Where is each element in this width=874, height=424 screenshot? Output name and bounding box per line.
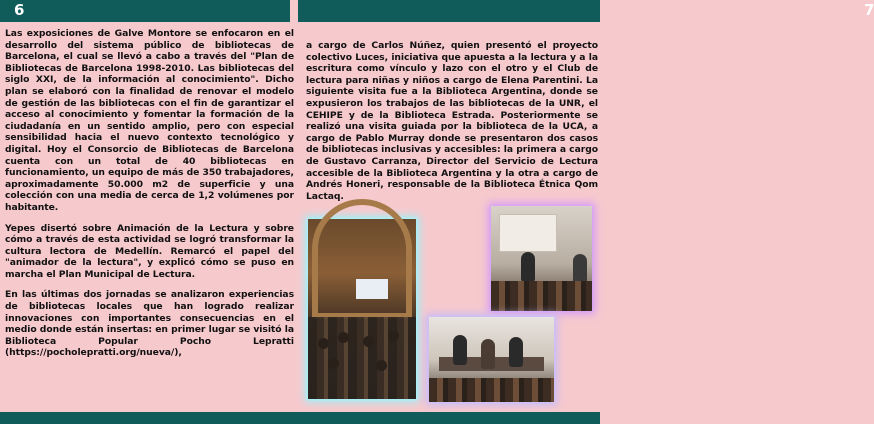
- paragraph-ultimas-jornadas: En las últimas dos jornadas se analizaron experiencias de bibliotecas locales que han logrado realizar innovaciones con importantes consecuencias en el medio donde están insertas: en primer lugar se visitó la Biblioteca Popular Pocho Lepratti (https://pocholepratti.org/nueva/),: [5, 289, 294, 359]
- photo-head: [318, 338, 329, 349]
- photo-head: [328, 358, 339, 369]
- photo-head: [388, 330, 399, 341]
- page-number-right: 7: [864, 1, 874, 19]
- photo-speaker-person: [521, 252, 535, 282]
- photo-head: [376, 360, 387, 371]
- photo-arch: [312, 199, 412, 319]
- header-bar-left: [0, 0, 290, 22]
- left-text-column: [5, 28, 294, 368]
- photo-panelist: [481, 339, 495, 369]
- photo-panelist: [509, 337, 523, 367]
- photo-projection: [499, 214, 557, 252]
- photo-projection-screen: [356, 279, 388, 299]
- photo-audience: [491, 281, 592, 311]
- right-text-column: [306, 40, 598, 202]
- photo-speaker-presentation: [491, 206, 592, 311]
- paragraph-galve-montore: Las exposiciones de Galve Montore se enfocaron en el desarrollo del sistema público de bibliotecas de Barcelona, el cual se llevó a cabo a través del "Plan de Bibliotecas de Barcelona 1998-2010. Las bibliotecas del siglo XXI, de la información al conocimiento". Dicho plan se elaboró con la finalidad de renovar el modelo de gestión de las bibliotecas con el fin de garantizar el acceso al conocimiento y fomentar la formación de la ciudadanía en un sentido amplio, pero con especial sensibilidad hacia el nuevo contexto tecnológico y digital. Hoy el Consorcio de Bibliotecas de Barcelona cuenta con un total de 40 bibliotecas en funcionamiento, un equipo de más de 350 trabajadores, aproximadamente 50.000 m2 de superficie y una colección con una media de cerca de 1,2 volúmenes por habitante.: [5, 28, 294, 213]
- photo-panel-discussion: [429, 317, 554, 402]
- paragraph-yepes: Yepes disertó sobre Animación de la Lectura y sobre cómo a través de esta actividad se logró transformar la cultura lectora de Medellín. Remarcó el papel del "animador de la lectura", y explicó cómo se puso en marcha el Plan Municipal de Lectura.: [5, 222, 294, 280]
- photo-library-audience: [308, 219, 416, 399]
- photo-panelist: [453, 335, 467, 365]
- page-number-left: 6: [14, 1, 25, 19]
- photo-head: [338, 332, 349, 343]
- footer-bar: [0, 412, 600, 424]
- photo-head: [363, 336, 374, 347]
- photo-panel-audience: [429, 378, 554, 402]
- header-bar-right: [298, 0, 874, 22]
- photo-standing-person: [573, 254, 587, 284]
- paragraph-continuation: a cargo de Carlos Núñez, quien presentó el proyecto colectivo Luces, iniciativa que apuesta a la lectura y a la escritura como vínculo y lazo con el otro y el Club de lectura para niñas y niños a cargo de Elena Parentini. La siguiente visita fue a la Biblioteca Argentina, donde se expusieron los trabajos de las bibliotecas de la UNR, el CEHIPE y de la Biblioteca Estrada. Posteriormente se realizó una visita guiada por la biblioteca de la UCA, a cargo de Pablo Murray donde se presentaron dos casos de bibliotecas inclusivas y accesibles: la primera a cargo de Gustavo Carranza, Director del Servicio de Lectura accesible de la Biblioteca Argentina y la otra a cargo de Andrés Honeri, responsable de la Biblioteca Étnica Qom Lactaq.: [306, 40, 598, 202]
- photo-crowd: [308, 317, 416, 399]
